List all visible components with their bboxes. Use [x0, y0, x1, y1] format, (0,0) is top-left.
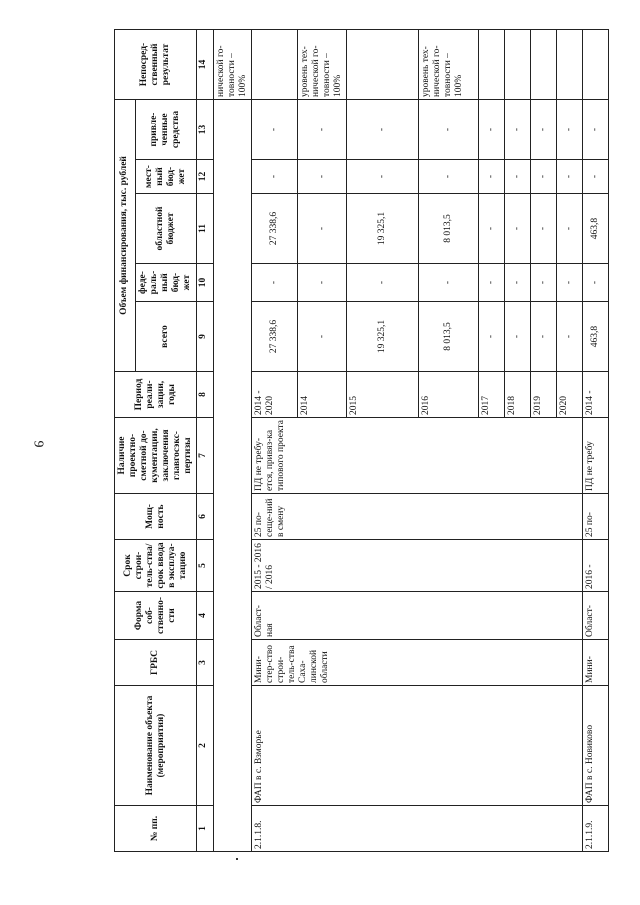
local-cell: -: [252, 160, 298, 194]
header-psd: Наличие проектно-сметной до-кументации, заключения главгосэкс-пертизы: [115, 418, 197, 494]
col-number: 2: [197, 686, 214, 806]
result-cell: [252, 30, 298, 100]
period-cell: 2014: [298, 372, 347, 418]
column-number-row: [197, 30, 214, 852]
finance-table: [114, 29, 609, 852]
regional-cell: -: [505, 194, 531, 264]
total-cell: 27 338,6: [252, 302, 298, 372]
federal-cell: -: [347, 264, 419, 302]
regional-cell: -: [557, 194, 583, 264]
header-grbs: ГРБС: [115, 640, 197, 686]
regional-cell: -: [531, 194, 557, 264]
total-cell: 463,8: [583, 302, 609, 372]
result-cell: уровень тех-нической го-товности – 100%: [419, 30, 479, 100]
col-number: 9: [197, 302, 214, 372]
federal-cell: -: [252, 264, 298, 302]
federal-cell: -: [583, 264, 609, 302]
col-number: 11: [197, 194, 214, 264]
col-number: 10: [197, 264, 214, 302]
header-term: Срок строи-тель-ства/срок ввода в эксплуа-тацию: [115, 540, 197, 592]
total-cell: -: [557, 302, 583, 372]
local-cell: -: [583, 160, 609, 194]
attracted-cell: -: [347, 100, 419, 160]
continuation-blank: [214, 100, 252, 852]
local-cell: -: [479, 160, 505, 194]
psd-cell: ПД не требу: [583, 418, 609, 494]
header-regional: областной бюджет: [135, 194, 197, 264]
total-cell: -: [505, 302, 531, 372]
federal-cell: -: [531, 264, 557, 302]
total-cell: -: [531, 302, 557, 372]
total-cell: 19 325,1: [347, 302, 419, 372]
ownership-cell: Област-ная: [252, 592, 583, 640]
result-cell: [557, 30, 583, 100]
period-cell: 2018: [505, 372, 531, 418]
power-cell: 25 по-: [583, 494, 609, 540]
table-row: [583, 30, 609, 852]
continuation-row: [214, 30, 252, 852]
header-attracted: привле-ченные средства: [135, 100, 197, 160]
period-cell: 2016: [419, 372, 479, 418]
federal-cell: -: [298, 264, 347, 302]
total-cell: 8 013,5: [419, 302, 479, 372]
local-cell: -: [419, 160, 479, 194]
grbs-cell: Мини-стер-ство строи-тель-ства Саха-линской области: [252, 640, 583, 686]
local-cell: -: [298, 160, 347, 194]
result-cell: [531, 30, 557, 100]
local-cell: -: [557, 160, 583, 194]
col-number: 12: [197, 160, 214, 194]
object-name: ФАП в с. Взморье: [252, 686, 583, 806]
header-name: Наименование объекта (мероприятия): [115, 686, 197, 806]
grbs-cell: Мини-: [583, 640, 609, 686]
header-local: мест-ный бюд-жет: [135, 160, 197, 194]
total-cell: -: [298, 302, 347, 372]
result-cell: [479, 30, 505, 100]
attracted-cell: -: [298, 100, 347, 160]
attracted-cell: -: [583, 100, 609, 160]
local-cell: -: [531, 160, 557, 194]
header-period: Период реали-зации, годы: [115, 372, 197, 418]
local-cell: -: [347, 160, 419, 194]
result-cell: нической го-товности – 100%: [214, 30, 252, 100]
federal-cell: -: [557, 264, 583, 302]
period-cell: 2019: [531, 372, 557, 418]
period-cell: 2020: [557, 372, 583, 418]
regional-cell: 19 325,1: [347, 194, 419, 264]
col-number: 13: [197, 100, 214, 160]
col-number: 6: [197, 494, 214, 540]
regional-cell: -: [479, 194, 505, 264]
federal-cell: -: [419, 264, 479, 302]
term-cell: 2016 -: [583, 540, 609, 592]
table-row: [252, 30, 298, 852]
attracted-cell: -: [252, 100, 298, 160]
attracted-cell: -: [419, 100, 479, 160]
col-number: 14: [197, 30, 214, 100]
attracted-cell: -: [479, 100, 505, 160]
regional-cell: -: [298, 194, 347, 264]
regional-cell: 27 338,6: [252, 194, 298, 264]
object-name: ФАП в с. Новиково: [583, 686, 609, 806]
total-cell: -: [479, 302, 505, 372]
federal-cell: -: [479, 264, 505, 302]
result-cell: уровень тех-нической го-товности – 100%: [298, 30, 347, 100]
col-number: 3: [197, 640, 214, 686]
col-number: 7: [197, 418, 214, 494]
federal-cell: -: [505, 264, 531, 302]
power-cell: 25 по-сеще-ний в смену: [252, 494, 583, 540]
row-number: 2.1.1.8.: [252, 806, 583, 852]
header-result: Непосред-ственный результат: [115, 30, 197, 100]
attracted-cell: -: [505, 100, 531, 160]
period-cell: 2017: [479, 372, 505, 418]
header-form: Форма соб-ственно-сти: [115, 592, 197, 640]
period-cell: 2014 - 2020: [252, 372, 298, 418]
header-power: Мощ-ность: [115, 494, 197, 540]
header-total: всего: [135, 302, 197, 372]
col-number: 4: [197, 592, 214, 640]
row-number: 2.1.1.9.: [583, 806, 609, 852]
page-number: 9: [30, 440, 46, 448]
attracted-cell: -: [557, 100, 583, 160]
regional-cell: 463,8: [583, 194, 609, 264]
header-n: № пп.: [115, 806, 197, 852]
attracted-cell: -: [531, 100, 557, 160]
header-finance: Объем финансирования, тыс. рублей: [115, 100, 136, 372]
col-number: 8: [197, 372, 214, 418]
col-number: 5: [197, 540, 214, 592]
rotated-table-container: [114, 30, 600, 852]
stray-mark: [236, 858, 238, 860]
result-cell: [583, 30, 609, 100]
ownership-cell: Област-: [583, 592, 609, 640]
regional-cell: 8 013,5: [419, 194, 479, 264]
result-cell: [347, 30, 419, 100]
term-cell: 2015 - 2016 / 2016: [252, 540, 583, 592]
period-cell: 2014 -: [583, 372, 609, 418]
col-number: 1: [197, 806, 214, 852]
result-cell: [505, 30, 531, 100]
psd-cell: ПД не требу-ется, привяз-ка типового проекта: [252, 418, 583, 494]
local-cell: -: [505, 160, 531, 194]
period-cell: 2015: [347, 372, 419, 418]
header-federal: феде-раль-ный бюд-жет: [135, 264, 197, 302]
